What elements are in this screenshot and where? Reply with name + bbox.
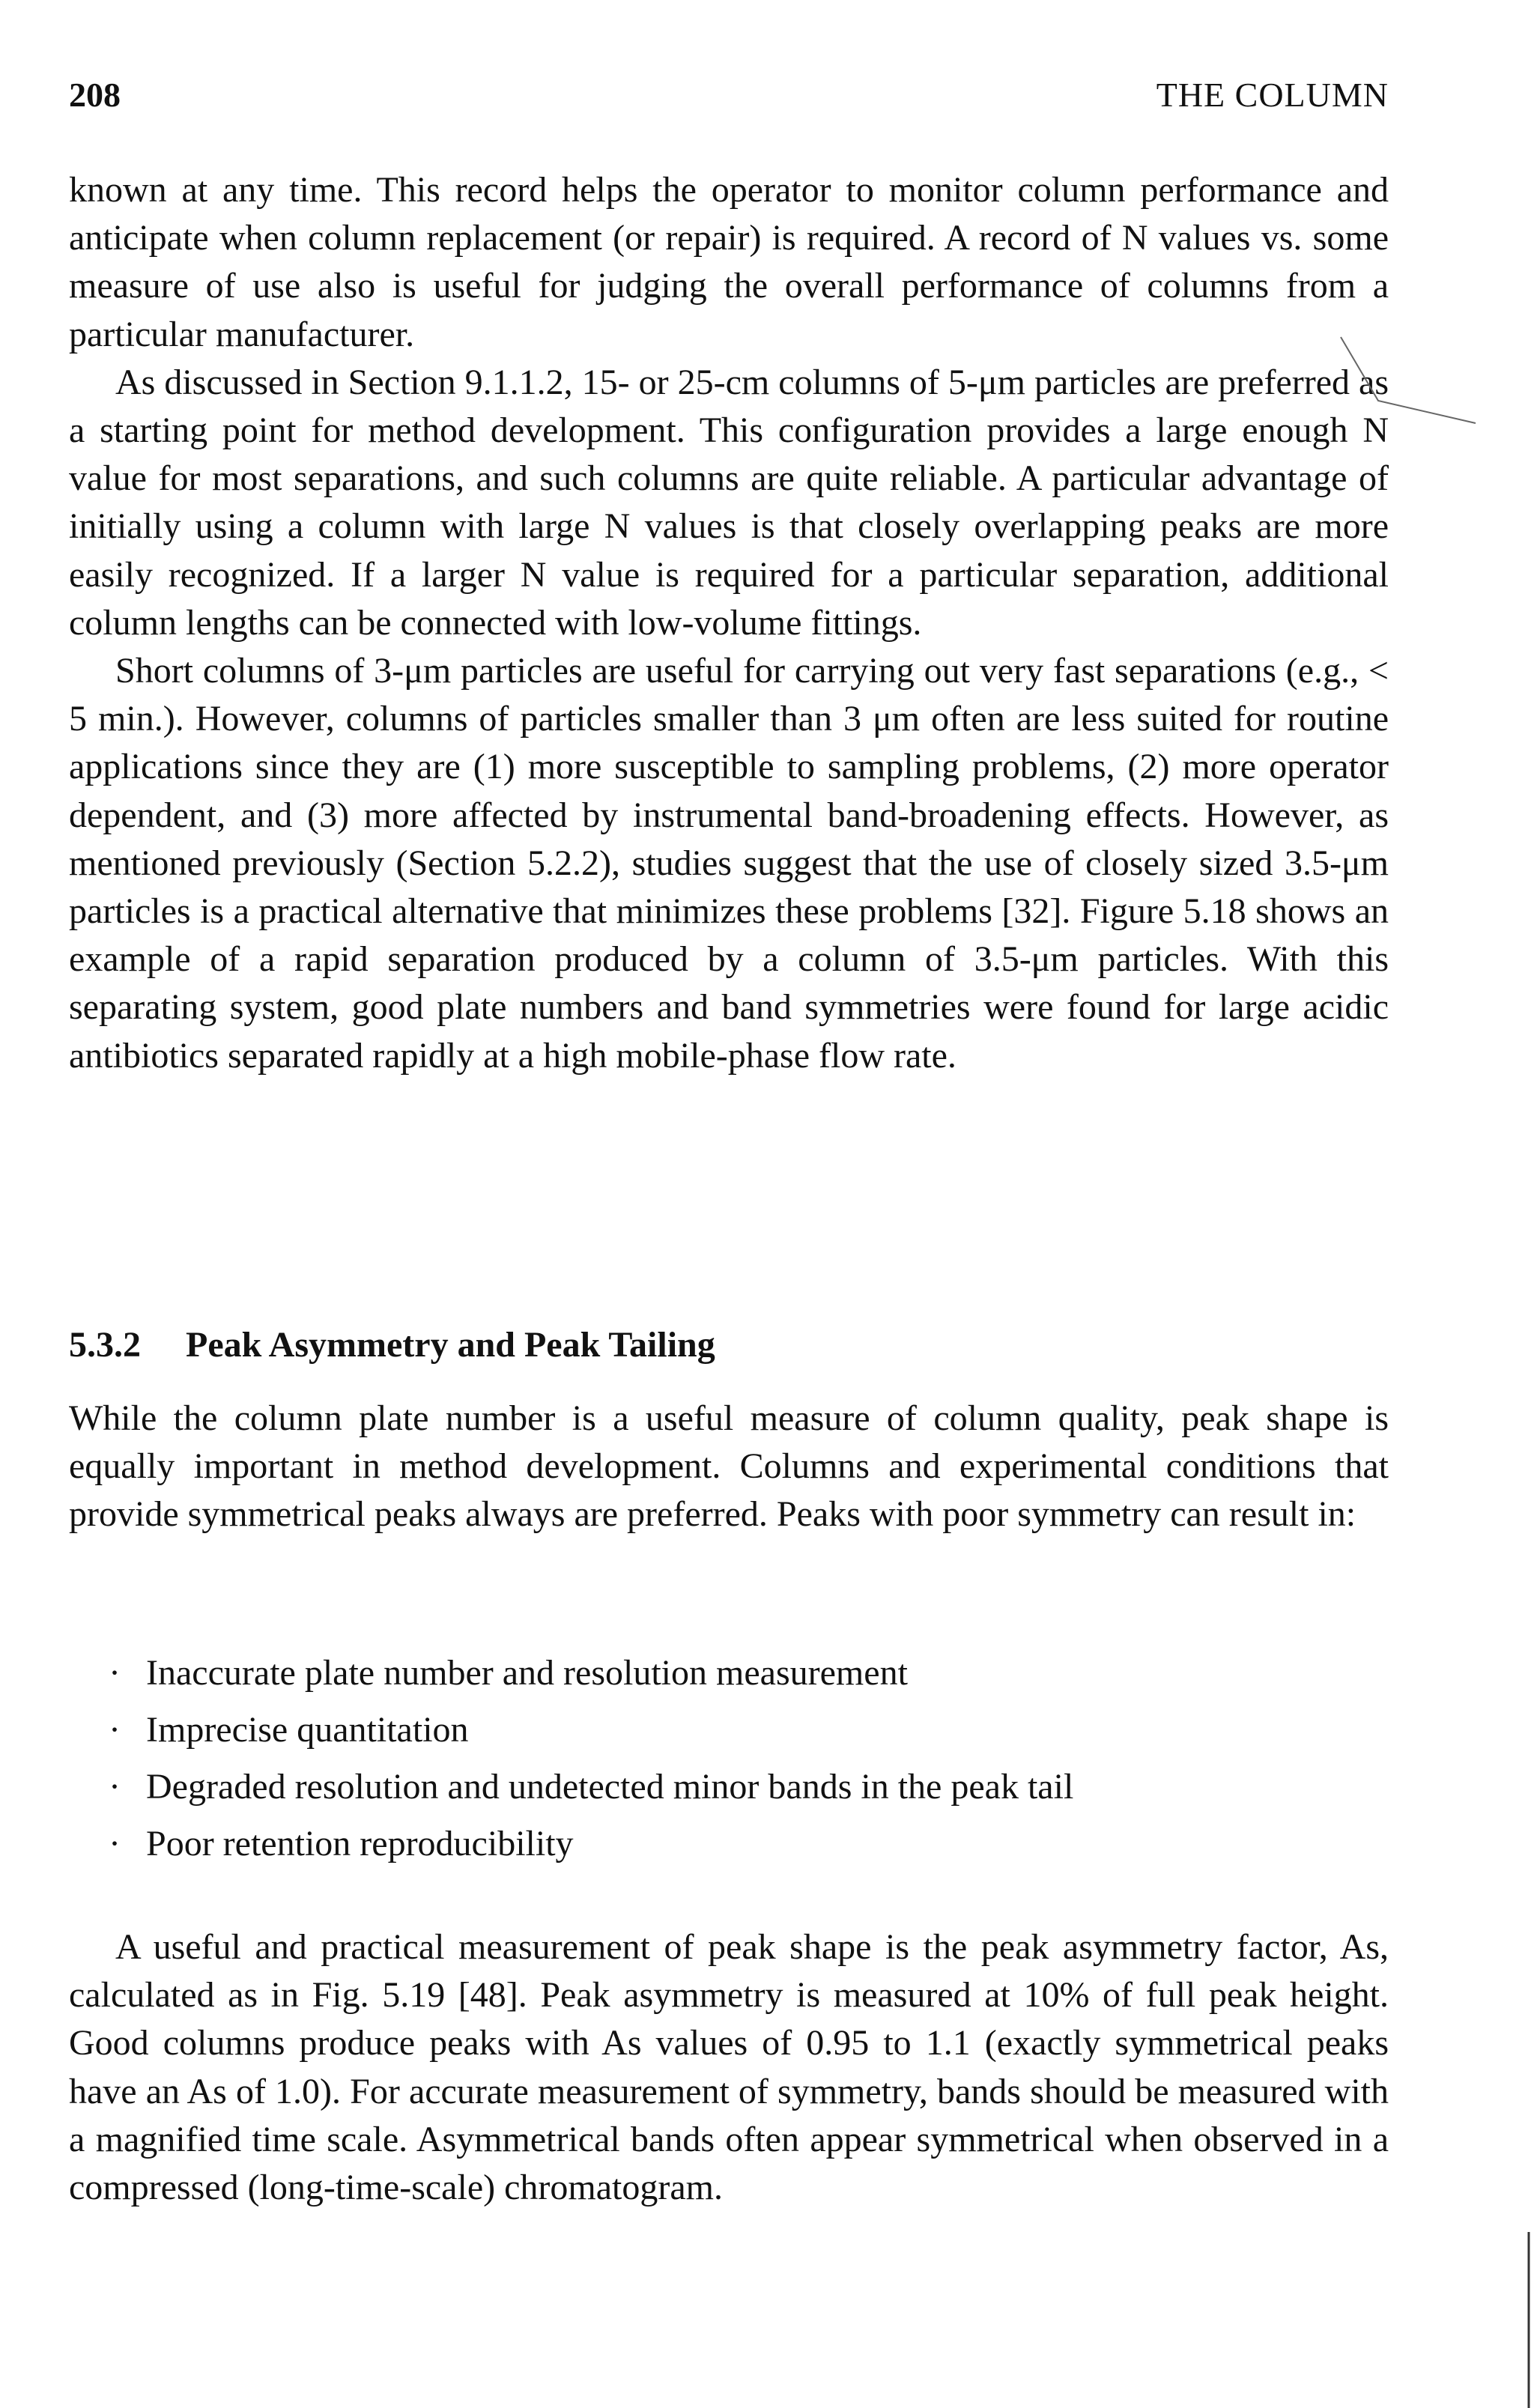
scan-edge-line-icon xyxy=(1527,2232,1531,2408)
running-head xyxy=(69,75,1389,117)
section-number: 5.3.2 xyxy=(69,1325,141,1365)
list-item-text: Poor retention reproducibility xyxy=(146,1824,574,1863)
consequences-list xyxy=(109,1645,1382,1872)
list-item-text: Imprecise quantitation xyxy=(146,1710,469,1750)
list-item-text: Inaccurate plate number and resolution measurement xyxy=(146,1653,908,1693)
paragraph-continued: known at any time. This record helps the operator to monitor column performance and anticipate when column replacement (or repair) is required. A record of N values vs. some measure of use also is useful for judging the overall performance of columns from a particular manufacturer. xyxy=(69,170,1389,354)
section-intro-block xyxy=(69,1395,1389,1539)
list-item xyxy=(109,1759,1382,1816)
list-item xyxy=(109,1816,1382,1872)
section-closing-block xyxy=(69,1923,1389,2212)
list-item xyxy=(109,1645,1382,1702)
bullet-icon: · xyxy=(109,1824,121,1863)
pencil-mark-icon xyxy=(1333,330,1483,442)
section-title: Peak Asymmetry and Peak Tailing xyxy=(186,1325,715,1365)
paragraph-short-columns: Short columns of 3-μm particles are useful for carrying out very fast separations (e.g., < 5 min.). However, columns of particles smaller than 3 μm often are less suited for routine applications since they are (1) more susceptible to sampling problems, (2) more operator dependent, and (3) more affected by instrumental band-broadening effects. However, as mentioned previously (Section 5.2.2), studies suggest that the use of closely sized 3.5-μm particles is a practical alternative that minimizes these problems [32]. Figure 5.18 shows an example of a rapid separation produced by a column of 3.5-μm particles. With this separating system, good plate numbers and band symmetries were found for large acidic antibiotics separated rapidly at a high mobile-phase flow rate. xyxy=(69,651,1389,1076)
paragraph-peak-shape-intro: While the column plate number is a useful measure of column quality, peak shape is equally important in method development. Columns and experimental conditions that provide symmetrical peaks always are preferred. Peaks with poor symmetry can result in: xyxy=(69,1398,1389,1535)
section-heading xyxy=(69,1324,1389,1365)
section-body-top xyxy=(69,166,1389,1080)
list-item-text: Degraded resolution and undetected minor bands in the peak tail xyxy=(146,1767,1074,1807)
bullet-icon: · xyxy=(109,1653,121,1693)
chapter-title: THE COLUMN xyxy=(1156,76,1389,114)
page-number: 208 xyxy=(69,76,121,114)
bullet-icon: · xyxy=(109,1710,121,1750)
paragraph-method-development: As discussed in Section 9.1.1.2, 15- or 25-cm columns of 5-μm particles are preferred as a starting point for method development. This configuration provides a large enough N value for most separations, and such columns are quite reliable. A particular advantage of initially using a column with large N values is that closely overlapping peaks are more easily recognized. If a larger N value is required for a particular separation, additional column lengths can be connected with low-volume fittings. xyxy=(69,362,1389,643)
bullet-icon: · xyxy=(109,1767,121,1807)
list-item xyxy=(109,1702,1382,1759)
paragraph-asymmetry-factor: A useful and practical measurement of peak shape is the peak asymmetry factor, As, calculated as in Fig. 5.19 [48]. Peak asymmetry is measured at 10% of full peak height. Good columns produce peaks with As values of 0.95 to 1.1 (exactly symmetrical peaks have an As of 1.0). For accurate measurement of symmetry, bands should be measured with a magnified time scale. Asymmetrical bands often appear symmetrical when observed in a compressed (long-time-scale) chromatogram. xyxy=(69,1927,1389,2208)
